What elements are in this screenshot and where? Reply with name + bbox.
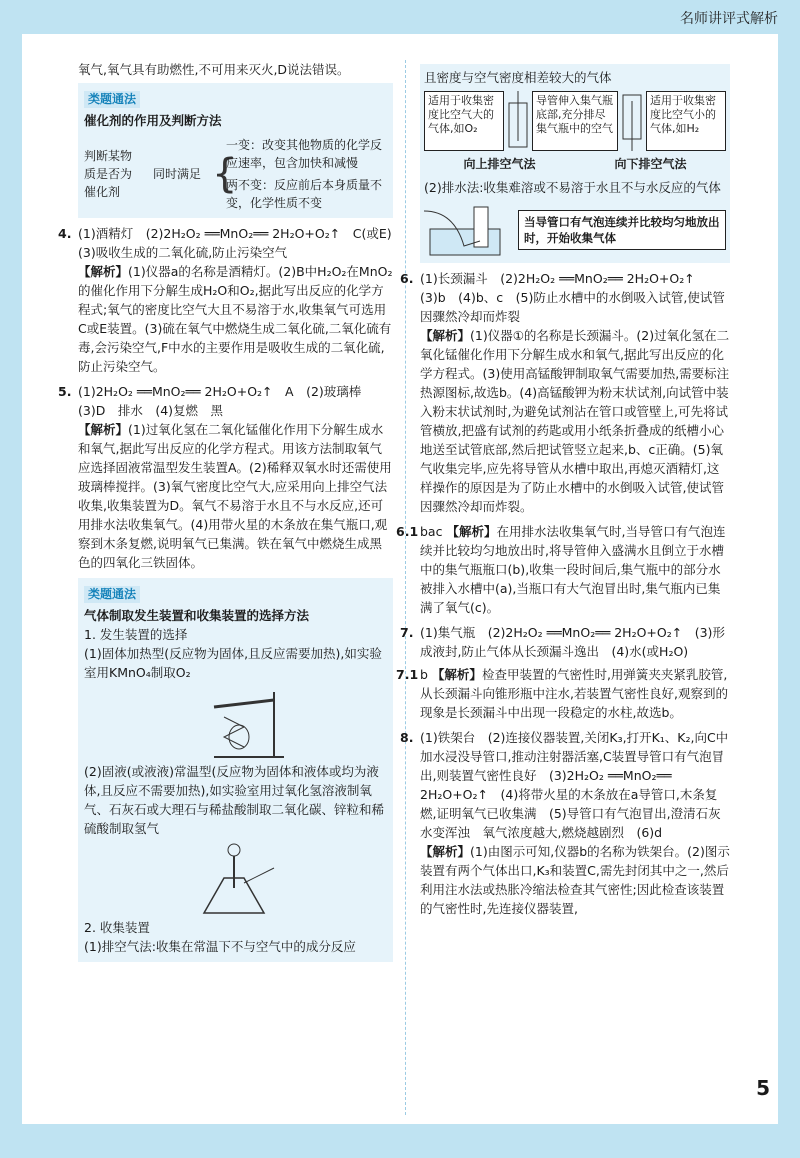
catalyst-question: 判断某物质是否为催化剂: [84, 149, 133, 199]
method-tag: 类题通法: [84, 586, 140, 603]
bubble-note-box: 当导管口有气泡连续并比较均匀地放出时，开始收集气体: [518, 210, 726, 250]
analysis-label: 【解析】: [78, 422, 129, 437]
method-tag: 类题通法: [84, 91, 140, 108]
q7-answer-text: (1)集气瓶 (2)2H₂O₂ ══MnO₂══ 2H₂O+O₂↑ (3)形成液封,防止气体从长颈漏斗逸出 (4)水(或H₂O): [420, 625, 725, 659]
criteria-two-unchanged: 两不变：反应前后本身质量不变，化学性质不变: [226, 178, 383, 210]
q7-1-answer: b: [420, 667, 428, 682]
q4-analysis: [78, 262, 393, 376]
q7-1-number: 7.1: [396, 667, 419, 682]
analysis-label: 【解析】: [420, 328, 471, 343]
page-number: 5: [756, 1076, 770, 1100]
q6-answer-text: (1)长颈漏斗 (2)2H₂O₂ ══MnO₂══ 2H₂O+O₂↑ (3)b (4)b、c (5)防止水槽中的水倒吸入试管,使试管因骤然冷却而炸裂: [420, 271, 725, 324]
solid-heating-text: (1)固体加热型(反应物为固体,且反应需要加热),如实验室用KMnO₄制取O₂: [84, 646, 382, 680]
air-displacement-text: (1)排空气法:收集在常温下不与空气中的成分反应: [84, 939, 356, 954]
gas-jar-icon: [505, 91, 531, 151]
tube-note-box: 导管伸入集气瓶底部,充分排尽集气瓶中的空气: [532, 91, 618, 151]
q6-1-analysis-text: 在用排水法收集氧气时,当导管口有气泡连续并比较均匀地放出时,将导管伸入盛满水且倒立于水槽中的集气瓶瓶口(b),收集一段时间后,集气瓶中的部分水被排入水槽中(a),当瓶口有大气泡冒出时,集气瓶内已集满了氧气(c)。: [420, 524, 726, 615]
left-line-1: 氧气,氧气具有助燃性,不可用来灭火,D说法错误。: [78, 62, 350, 77]
brace-icon: {: [212, 151, 238, 197]
collection-diagram: [424, 91, 726, 151]
q6-answer: [400, 269, 730, 326]
q6-1: [396, 522, 730, 617]
upward-air-box: 适用于收集密度比空气大的气体,如O₂: [424, 91, 504, 151]
q6-1-number: 6.1: [396, 524, 419, 539]
q4-analysis-text: (1)仪器a的名称是酒精灯。(2)B中H₂O₂在MnO₂的催化作用下分解生成H₂O和O₂,据此写出反应的化学方程式;氧气的密度比空气大且不易溶于水,收集氧气可选用C或E装置。(3)硫在氧气中燃烧生成二氧化硫,二氧化硫有毒,会污染空气,F中水的主要作用是吸收生成的二氧化硫,防止污染空气。: [78, 264, 393, 374]
q4-answer-text: (1)酒精灯 (2)2H₂O₂ ══MnO₂══ 2H₂O+O₂↑ C(或E) (3)吸收生成的二氧化硫,防止污染空气: [78, 226, 405, 260]
q5-number: 5.: [58, 384, 72, 399]
q5-analysis-text: (1)过氧化氢在二氧化锰催化作用下分解生成水和氧气,据此写出反应的化学方程式。用该方法制取氧气应选择固液常温型发生装置A。(2)稀释双氧水时还需使用玻璃棒搅拌。(3)氧气密度比空气大,应采用向上排空气法收集,收集装置为D。氧气不易溶于水且不与水反应,还可用排水法收集氧气。(4)用带火星的木条放在集气瓶口,观察到木条复燃,说明氧气已集满。铁在氧气中燃烧生成黑色的四氧化三铁固体。: [78, 422, 392, 570]
label-upward-air: 向上排空气法: [463, 157, 536, 171]
solid-liquid-text: (2)固液(或液液)常温型(反应物为固体和液体或均为液体,且反应不需要加热),如实验室用过氧化氢溶液制氧气、石灰石或大理石与稀盐酸制取二氧化碳、锌粒和稀硫酸制取氢气: [84, 764, 385, 836]
analysis-label: 【解析】: [78, 264, 129, 279]
air-displacement-cont: 且密度与空气密度相差较大的气体: [424, 70, 612, 85]
q8-analysis: [420, 842, 730, 918]
solid-liquid-apparatus-illustration: [84, 838, 387, 918]
method-box-apparatus: [78, 578, 393, 962]
q5-answer-text: (1)2H₂O₂ ══MnO₂══ 2H₂O+O₂↑ A (2)玻璃棒 (3)D 排水 (4)复燃 黑: [78, 384, 374, 418]
q8-answer: [400, 728, 730, 842]
q8-number: 8.: [400, 730, 414, 745]
section-collection: 2. 收集装置: [84, 920, 150, 935]
water-trough-icon: [424, 201, 514, 259]
water-displacement-text: (2)排水法:收集难溶或不易溶于水且不与水反应的气体: [424, 180, 721, 195]
q6-number: 6.: [400, 271, 414, 286]
q5-analysis: [78, 420, 393, 572]
analysis-label: 【解析】: [446, 524, 497, 539]
section-generation: 1. 发生装置的选择: [84, 627, 188, 642]
method-title: 气体制取发生装置和收集装置的选择方法: [84, 608, 310, 623]
catalyst-chart: [84, 136, 387, 212]
q6-analysis: [420, 326, 730, 516]
catalyst-condition: 同时满足: [152, 167, 201, 181]
q7-answer: [400, 623, 730, 661]
q8-answer-text: (1)铁架台 (2)连接仪器装置,关闭K₃,打开K₁、K₂,向C中加水浸没导管口,推动注射器活塞,C装置导管口有气泡冒出,则装置气密性良好 (3)2H₂O₂ ══MnO₂══ 2H₂O+O₂↑ (4)将带火星的木条放在a导管口,木条复燃,证明氧气已收集满 (5)导管口有气泡冒出,澄清石灰水变浑浊 氧气浓度越大,燃烧越剧烈 (6)d: [420, 730, 729, 840]
collection-methods-box: [420, 64, 730, 263]
water-displacement-diagram: [424, 201, 726, 259]
catalyst-criteria: [226, 136, 387, 212]
q6-1-answer: bac: [420, 524, 443, 539]
left-column: [58, 60, 405, 966]
label-downward-air: 向下排空气法: [614, 157, 687, 171]
q8-analysis-text: (1)由图示可知,仪器b的名称为铁架台。(2)图示装置有两个气体出口,K₃和装置C,需先封闭其中之一,然后利用注水法或热胀冷缩法检查其气密性;因此检查该装置的气密性时,先连接仪器装置,: [420, 844, 730, 916]
q7-1-analysis-text: 检查甲装置的气密性时,用弹簧夹夹紧乳胶管,从长颈漏斗向锥形瓶中注水,若装置气密性良好,观察到的现象是长颈漏斗中出现一段稳定的水柱,故选b。: [420, 667, 728, 720]
q7-1: [396, 665, 730, 722]
gas-jar-inverted-icon: [619, 91, 645, 151]
method-box-catalyst: [78, 83, 393, 218]
method-title: 催化剂的作用及判断方法: [84, 113, 222, 128]
q6-analysis-text: (1)仪器①的名称是长颈漏斗。(2)过氧化氢在二氧化锰催化作用下分解生成水和氧气,据此写出反应的化学方程式。(3)使用高锰酸钾制取氧气需要加热,需要标注热源图标,故选b。(4)高锰酸钾为粉末状试剂,向试管中装入粉末状试剂时,为避免试剂沾在管口或管壁上,可先将试管横放,把盛有试剂的药匙或用小纸条折叠成的纸槽小心地送至试管底部,然后把试管竖立起来,b、c正确。(5)氧气收集完毕,应先将导管从水槽中取出,再熄灭酒精灯,这样操作的原因是为了防止水槽中的水倒吸入试管,使试管因骤然冷却而炸裂。: [420, 328, 730, 514]
q4-number: 4.: [58, 226, 72, 241]
q7-number: 7.: [400, 625, 414, 640]
q4-answer: [58, 224, 405, 262]
analysis-label: 【解析】: [420, 844, 471, 859]
analysis-label: 【解析】: [431, 667, 482, 682]
solid-heating-apparatus-illustration: [84, 682, 387, 762]
header-title: 名师讲评式解析: [680, 11, 778, 27]
downward-air-box: 适用于收集密度比空气小的气体,如H₂: [646, 91, 726, 151]
right-column: [396, 60, 730, 918]
criteria-one-change: 一变：改变其他物质的化学反应速率，包含加快和减慢: [226, 138, 383, 170]
q5-answer: [58, 382, 393, 420]
column-divider: [405, 60, 406, 1115]
collection-labels: [424, 155, 726, 174]
